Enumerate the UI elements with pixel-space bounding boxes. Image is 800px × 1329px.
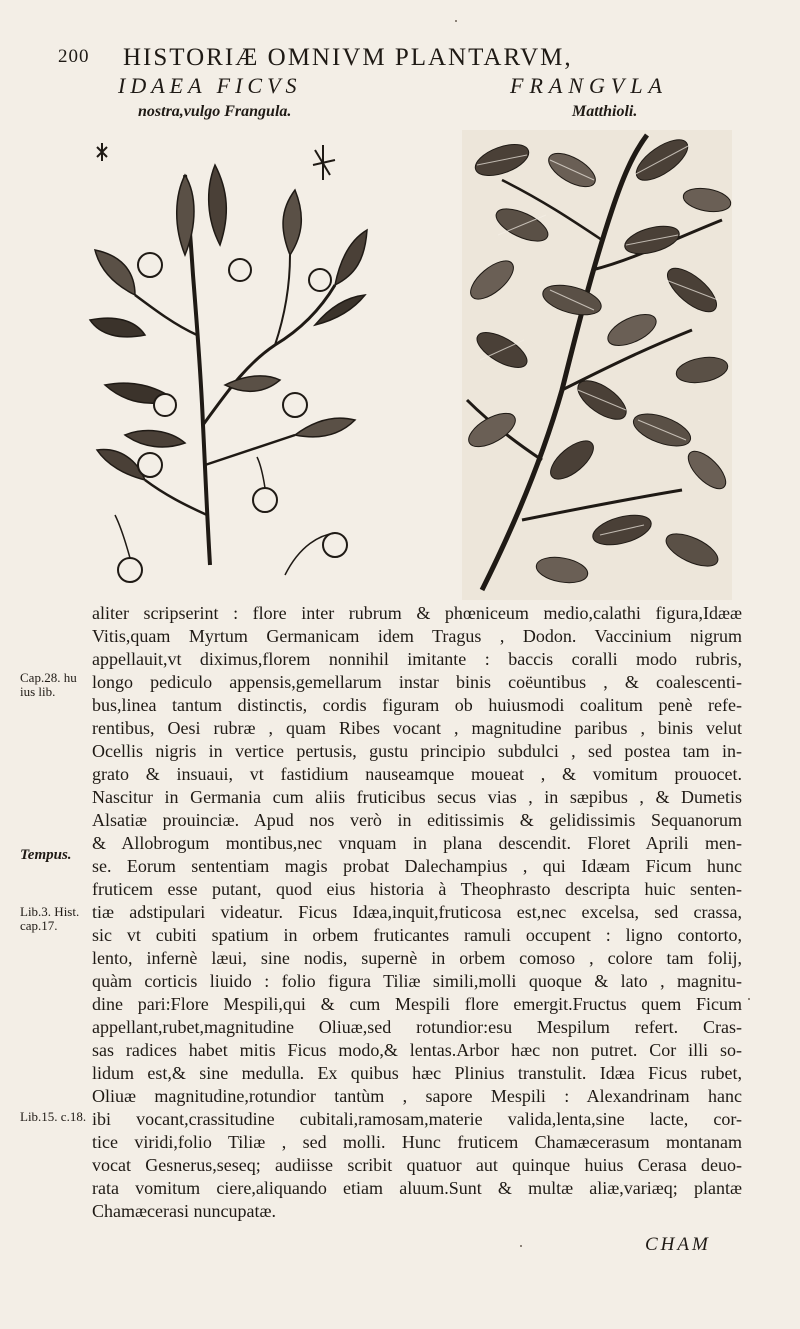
marginal-note-line: ius lib. <box>20 684 56 699</box>
branch-with-berries-icon <box>85 135 370 595</box>
text-line: Ocellis nigris in vertice pertusis, gustu principio subdulci , sed postea tam in- <box>92 741 742 761</box>
text-line: tice viridi,folio Tiliæ , sed molli. Hunc fruticem Chamæcerasum montanam <box>92 1132 742 1152</box>
text-line: sic vt cubiti spatium in orbem fruticantes ramuli occupent : ligno contorto, <box>92 925 742 945</box>
text-line: appellauit,vt diximus,florem nonnihil imitante : baccis coralli modo rubris, <box>92 649 742 669</box>
marginal-note-line: Cap.28. hu <box>20 670 77 685</box>
text-line: Oliuæ magnitudine,rotundior tantùm , sapore Mespili : Alexandrinam hanc <box>92 1086 742 1106</box>
leafy-branch-icon <box>462 130 732 600</box>
marginal-note <box>20 671 77 699</box>
marginal-note-line: Lib.3. Hist. <box>20 904 80 919</box>
text-line: fruticem esse putant, quod eius historia à Theophrasto descripta huic senten- <box>92 879 742 899</box>
text-line: tiæ adstipulari videatur. Ficus Idæa,inquit,fruticosa est,nec excelsa, sed crassa, <box>92 902 742 922</box>
page-number: 200 <box>58 46 90 67</box>
text-line: sas radices habet mitis Ficus modo,& lentas.Arbor hæc non putret. Cor illi so- <box>92 1040 742 1060</box>
paper-speck <box>520 1245 522 1247</box>
left-figure-title: IDAEA FICVS <box>118 73 302 98</box>
left-figure-subtitle: nostra,vulgo Frangula. <box>138 103 292 120</box>
text-line: bus,linea tantum distinctis, cordis figuram ob huiusmodi coalitum penè refe- <box>92 695 742 715</box>
text-line: lento, infernè læui, sine nodis, supernè in orbem comoso , colore tam folij, <box>92 948 742 968</box>
marginal-note: Tempus. <box>20 847 72 863</box>
text-line: Alsatiæ prouinciæ. Apud nos verò in editissimis & gelidissimis Sequanorum <box>92 810 742 830</box>
paper-speck <box>455 20 457 22</box>
right-figure-title: FRANGVLA <box>510 73 668 98</box>
text-line: vocat Gesnerus,seseq; audiisse scribit quatuor aut quinque huius Cerasa deuo- <box>92 1155 742 1175</box>
text-line: rata vomitum ciere,aliquando etiam aluum.Sunt & multæ aliæ,variæq; plantæ <box>92 1178 742 1198</box>
text-line: Nascitur in Germania cum aliis fruticibus secus vias , in sæpibus , & Dumetis <box>92 787 742 807</box>
text-line: aliter scripserint : flore inter rubrum & phœniceum medio,calathi figura,Idææ <box>92 603 742 623</box>
text-line: Chamæcerasi nuncupatæ. <box>92 1201 276 1221</box>
text-line: dine pari:Flore Mespili,qui & cum Mespili flore emergit.Fructus quem Ficum <box>92 994 742 1014</box>
right-figure-subtitle: Matthioli. <box>572 103 638 120</box>
text-line: Vitis,quam Myrtum Germanicam idem Tragus , Dodon. Vaccinium nigrum <box>92 626 742 646</box>
marginal-note <box>20 905 79 933</box>
marginal-note-line: cap.17. <box>20 918 58 933</box>
text-line: se. Eorum sententiam magis probat Dalechampius , qui Idæam Ficum hunc <box>92 856 742 876</box>
text-line: longo pediculo appensis,gemellarum instar binis coëuntibus , & coalescenti- <box>92 672 742 692</box>
text-line: & Allobrogum montibus,nec vnquam in plana descendit. Floret Aprili men- <box>92 833 742 853</box>
text-line: ibi vocant,crassitudine cubitali,ramosam,materie valida,lenta,sine lacte, cor- <box>92 1109 742 1129</box>
paper-speck <box>748 998 750 1000</box>
text-line: quàm corticis liuido : folio figura Tiliæ simili,molli quoque & lato , magnitu- <box>92 971 742 991</box>
marginal-note: Lib.15. c.18. <box>20 1109 87 1124</box>
text-line: appellant,rubet,magnitudine Oliuæ,sed rotundior:esu Mespilum refert. Cras- <box>92 1017 742 1037</box>
page-header <box>58 44 768 74</box>
text-line: rentibus, Oesi rubræ , quam Ribes vocant , magnitudine paribus , binis velut <box>92 718 742 738</box>
catchword: CHAM <box>645 1234 711 1255</box>
body-text <box>92 602 742 1223</box>
text-line: lidum est,& sine medulla. Ex quibus hæc Plinius transtulit. Idæa Ficus rubet, <box>92 1063 742 1083</box>
text-line: grato & insuaui, vt fastidium nauseamque moueat , & vomitum prouocet. <box>92 764 742 784</box>
running-title: HISTORIÆ OMNIVM PLANTARVM, <box>123 44 573 71</box>
